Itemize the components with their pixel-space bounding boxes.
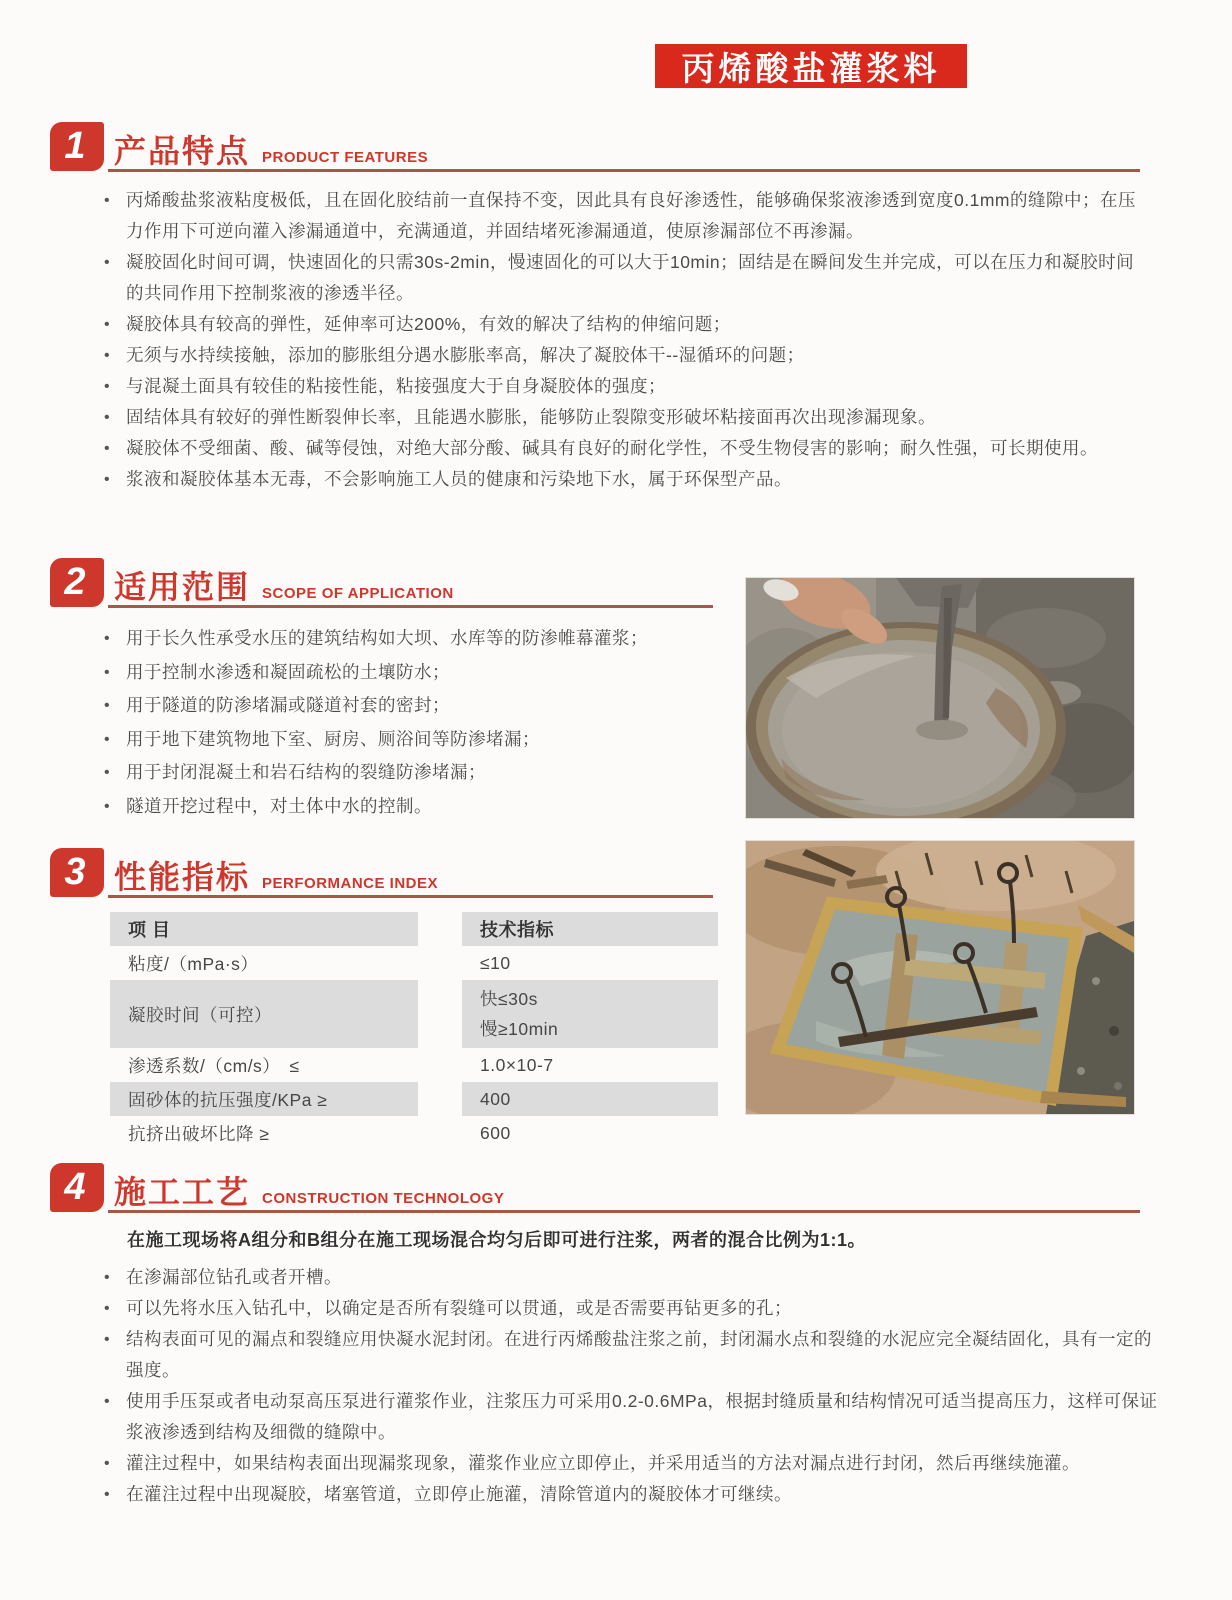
list-item: • 可以先将水压入钻孔中，以确定是否所有裂缝可以贯通，或是否需要再钻更多的孔； bbox=[99, 1293, 1164, 1324]
list-item: • 在灌注过程中出现凝胶，堵塞管道，立即停止施灌，清除管道内的凝胶体才可继续。 bbox=[99, 1479, 1164, 1510]
list-item: • 浆液和凝胶体基本无毒，不会影响施工人员的健康和污染地下水，属于环保型产品。 bbox=[99, 464, 1149, 495]
table-header-value: 技术指标 bbox=[462, 912, 718, 946]
section-performance-header bbox=[50, 848, 750, 900]
section-subtitle: SCOPE OF APPLICATION bbox=[262, 585, 454, 602]
section-title: 性能指标 bbox=[114, 859, 251, 895]
list-item: • 用于控制水渗透和凝固疏松的土壤防水； bbox=[99, 656, 729, 690]
section-title: 产品特点 bbox=[114, 133, 251, 169]
list-item: • 用于封闭混凝土和岩石结构的裂缝防渗堵漏； bbox=[99, 756, 729, 790]
list-item: • 丙烯酸盐浆液粘度极低，且在固化胶结前一直保持不变，因此具有良好渗透性，能够确保浆液渗透到宽度0.1mm的缝隙中；在压力作用下可逆向灌入渗漏通道中，充满通道，并固结堵死渗漏通道，使原渗漏部位不再渗漏。 bbox=[99, 185, 1149, 247]
table-header-row bbox=[110, 912, 718, 946]
list-item: • 无须与水持续接触，添加的膨胀组分遇水膨胀率高，解决了凝胶体干--湿循环的问题； bbox=[99, 340, 1149, 371]
product-title: 丙烯酸盐灌浆料 bbox=[681, 49, 941, 87]
section-number-badge bbox=[50, 848, 104, 897]
list-item: • 使用手压泵或者电动泵高压泵进行灌浆作业，注浆压力可采用0.2-0.6MPa，根据封缝质量和结构情况可适当提高压力，这样可保证浆液渗透到结构及细微的缝隙中。 bbox=[99, 1386, 1164, 1448]
table-cell-value: ≤10 bbox=[480, 952, 511, 973]
section-number-badge bbox=[50, 558, 104, 607]
section-title: 适用范围 bbox=[114, 569, 251, 605]
list-item: • 固结体具有较好的弹性断裂伸长率，且能遇水膨胀，能够防止裂隙变形破坏粘接面再次出现渗漏现象。 bbox=[99, 402, 1149, 433]
table-cell-value: 600 bbox=[480, 1122, 511, 1143]
table-cell-value: 1.0×10-7 bbox=[480, 1054, 554, 1075]
section-number: 1 bbox=[64, 125, 86, 167]
section-number: 2 bbox=[64, 561, 86, 603]
value-fast: 快≤30s bbox=[480, 989, 538, 1009]
section-subtitle: PRODUCT FEATURES bbox=[262, 149, 429, 166]
table-row bbox=[110, 946, 718, 980]
table-row bbox=[110, 980, 718, 1048]
table-row bbox=[110, 1048, 718, 1082]
section-construction-header bbox=[50, 1163, 1190, 1215]
section-number: 3 bbox=[64, 851, 86, 893]
slurry-mixing-photo bbox=[745, 577, 1135, 819]
section-underline bbox=[108, 1210, 1140, 1213]
table-row bbox=[110, 1082, 718, 1116]
table-cell-item: 固砂体的抗压强度/KPa ≥ bbox=[110, 1082, 418, 1116]
section-number-badge bbox=[50, 1163, 104, 1212]
section-subtitle: CONSTRUCTION TECHNOLOGY bbox=[262, 1190, 505, 1207]
value-slow: 慢≥10min bbox=[480, 1019, 559, 1039]
list-item: • 凝胶体不受细菌、酸、碱等侵蚀，对绝大部分酸、碱具有良好的耐化学性，不受生物侵害的影响；耐久性强，可长期使用。 bbox=[99, 433, 1149, 464]
scope-list bbox=[99, 622, 729, 823]
table-row bbox=[110, 1116, 718, 1150]
table-cell-value bbox=[462, 980, 718, 1048]
construction-list bbox=[99, 1262, 1164, 1510]
construction-intro: 在施工现场将A组分和B组分在施工现场混合均匀后即可进行注浆，两者的混合比例为1:1。 bbox=[127, 1230, 867, 1250]
slurry-mixing-illustration bbox=[746, 578, 1134, 818]
list-item: • 凝胶固化时间可调，快速固化的只需30s-2min，慢速固化的可以大于10min；固结是在瞬间发生并完成，可以在压力和凝胶时间的共同作用下控制浆液的渗透半径。 bbox=[99, 247, 1149, 309]
table-cell-item: 凝胶时间（可控） bbox=[110, 980, 418, 1048]
grouted-formwork-photo bbox=[745, 840, 1135, 1115]
table-header-item: 项 目 bbox=[110, 912, 418, 946]
list-item: • 灌注过程中，如果结构表面出现漏浆现象，灌浆作业应立即停止，并采用适当的方法对漏点进行封闭，然后再继续施灌。 bbox=[99, 1448, 1164, 1479]
section-subtitle: PERFORMANCE INDEX bbox=[262, 875, 439, 892]
section-underline bbox=[108, 169, 1140, 172]
product-title-badge bbox=[655, 44, 967, 88]
section-number-badge bbox=[50, 122, 104, 171]
features-list bbox=[99, 185, 1149, 495]
table-cell-item: 渗透系数/（cm/s） ≤ bbox=[128, 1055, 300, 1076]
grouted-formwork-illustration bbox=[746, 841, 1134, 1114]
table-cell-value: 400 bbox=[462, 1082, 718, 1116]
section-underline bbox=[108, 895, 713, 898]
list-item: • 用于地下建筑物地下室、厨房、厕浴间等防渗堵漏； bbox=[99, 723, 729, 757]
list-item: • 与混凝土面具有较佳的粘接性能，粘接强度大于自身凝胶体的强度； bbox=[99, 371, 1149, 402]
list-item: • 结构表面可见的漏点和裂缝应用快凝水泥封闭。在进行丙烯酸盐注浆之前，封闭漏水点和裂缝的水泥应完全凝结固化，具有一定的强度。 bbox=[99, 1324, 1164, 1386]
list-item: • 隧道开挖过程中，对土体中水的控制。 bbox=[99, 790, 729, 824]
list-item: • 用于长久性承受水压的建筑结构如大坝、水库等的防渗帷幕灌浆； bbox=[99, 622, 729, 656]
section-title: 施工工艺 bbox=[114, 1174, 251, 1210]
section-features-header bbox=[50, 122, 1190, 174]
performance-table bbox=[110, 912, 718, 1150]
table-cell-item: 抗挤出破坏比降 ≥ bbox=[128, 1123, 270, 1144]
section-number: 4 bbox=[64, 1166, 86, 1208]
list-item: • 用于隧道的防渗堵漏或隧道衬套的密封； bbox=[99, 689, 729, 723]
list-item: • 在渗漏部位钻孔或者开槽。 bbox=[99, 1262, 1164, 1293]
list-item: • 凝胶体具有较高的弹性，延伸率可达200%，有效的解决了结构的伸缩问题； bbox=[99, 309, 1149, 340]
section-underline bbox=[108, 605, 713, 608]
section-scope-header bbox=[50, 558, 750, 610]
table-cell-item: 粘度/（mPa·s） bbox=[128, 953, 259, 974]
